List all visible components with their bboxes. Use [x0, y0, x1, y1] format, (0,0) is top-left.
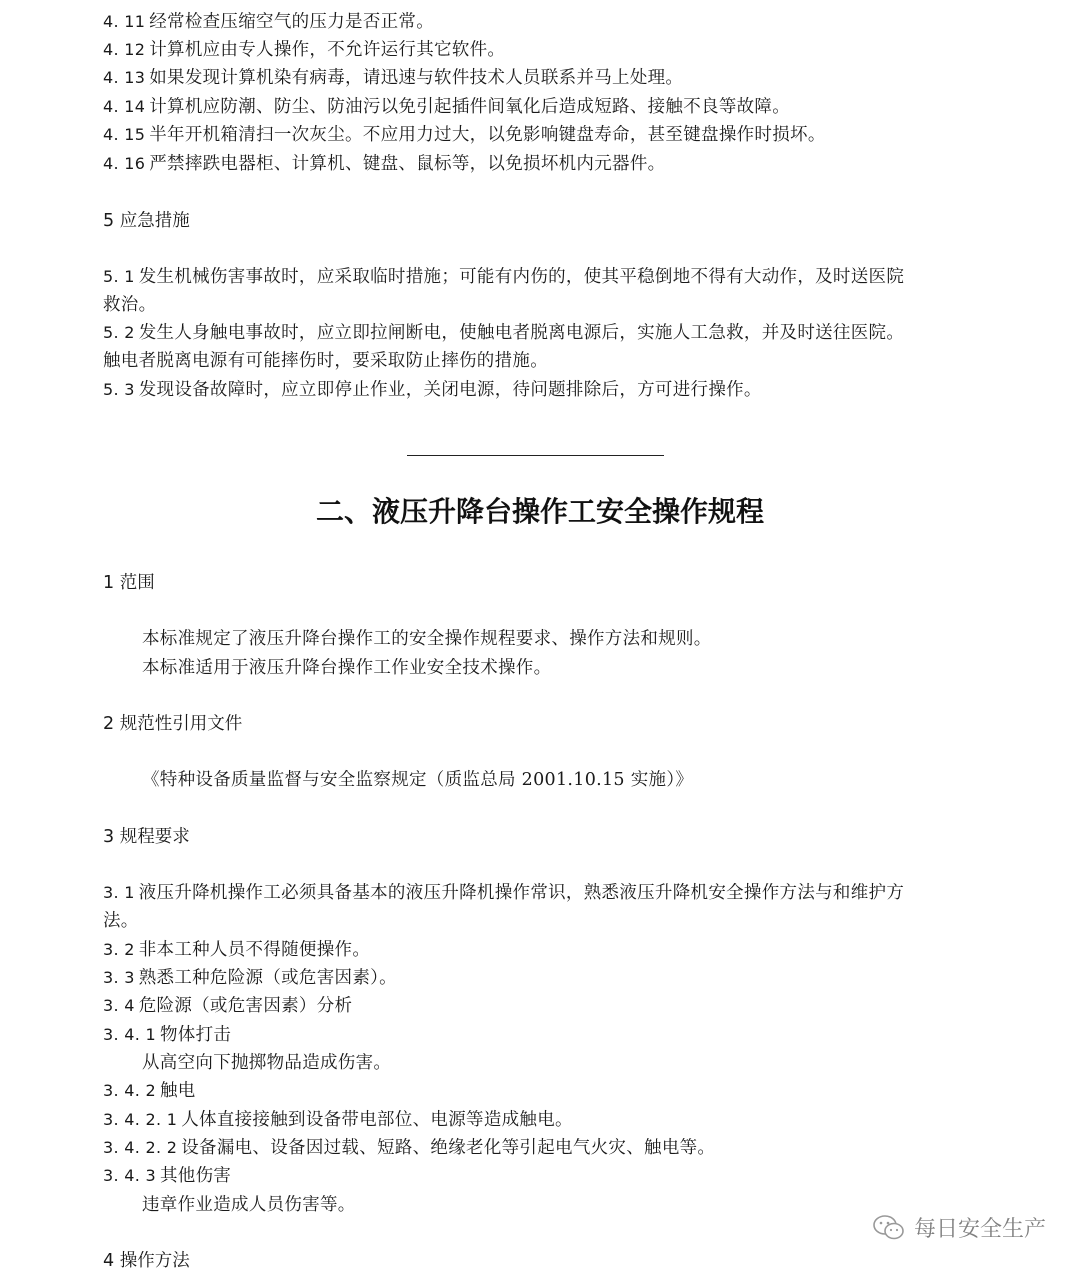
watermark	[872, 1212, 1046, 1243]
paragraph: 本标准规定了液压升降台操作工的安全操作规程要求、操作方法和规则。	[142, 629, 712, 649]
list-item: 4. 12 计算机应由专人操作，不允许运行其它软件。	[103, 40, 506, 60]
list-item: 4. 14 计算机应防潮、防尘、防油污以免引起插件间氧化后造成短路、接触不良等故障。	[103, 97, 791, 117]
section-heading-scope: 1 范围	[103, 573, 155, 593]
list-item: 4. 13 如果发现计算机染有病毒，请迅速与软件技术人员联系并马上处理。	[103, 68, 684, 88]
list-item: 3. 2 非本工种人员不得随便操作。	[103, 940, 371, 960]
list-item-detail: 违章作业造成人员伤害等。	[142, 1195, 356, 1215]
paragraph: 本标准适用于液压升降台操作工作业安全技术操作。	[142, 658, 552, 678]
section-divider	[407, 455, 664, 456]
list-item: 4. 16 严禁摔跌电器柜、计算机、键盘、鼠标等，以免损坏机内元器件。	[103, 154, 666, 174]
list-item: 4. 11 经常检查压缩空气的压力是否正常。	[103, 12, 435, 32]
list-item: 3. 4 危险源（或危害因素）分析	[103, 996, 353, 1016]
list-item-continuation: 触电者脱离电源有可能摔伤时，要采取防止摔伤的措施。	[103, 351, 548, 371]
list-item-continuation: 法。	[103, 911, 139, 931]
list-item: 3. 4. 2 触电	[103, 1081, 196, 1101]
list-item: 3. 4. 2. 2 设备漏电、设备因过载、短路、绝缘老化等引起电气火灾、触电等。	[103, 1138, 716, 1158]
list-item: 5. 1 发生机械伤害事故时，应采取临时措施；可能有内伤的，使其平稳倒地不得有大动作，及时送医院	[103, 267, 905, 287]
list-item: 3. 4. 2. 1 人体直接接触到设备带电部位、电源等造成触电。	[103, 1110, 573, 1130]
list-item: 3. 1 液压升降机操作工必须具备基本的液压升降机操作常识，熟悉液压升降机安全操作方法与和维护方	[103, 883, 905, 903]
section-heading-emergency: 5 应急措施	[103, 211, 190, 231]
reference-item: 《特种设备质量监督与安全监察规定（质监总局 2001.10.15 实施）》	[142, 770, 694, 790]
section-heading-operation: 4 操作方法	[103, 1251, 190, 1271]
list-item: 5. 3 发现设备故障时，应立即停止作业，关闭电源，待问题排除后，方可进行操作。	[103, 380, 762, 400]
section-heading-references: 2 规范性引用文件	[103, 714, 243, 734]
list-item: 5. 2 发生人身触电事故时，应立即拉闸断电，使触电者脱离电源后，实施人工急救，并及时送往医院。	[103, 323, 905, 343]
wechat-icon	[872, 1213, 906, 1243]
list-item-detail: 从高空向下抛掷物品造成伤害。	[142, 1053, 392, 1073]
section-heading-requirements: 3 规程要求	[103, 827, 190, 847]
list-item-continuation: 救治。	[103, 295, 157, 315]
watermark-text: 每日安全生产	[913, 1217, 1046, 1242]
list-item: 3. 3 熟悉工种危险源（或危害因素）。	[103, 968, 397, 988]
list-item: 4. 15 半年开机箱清扫一次灰尘。不应用力过大，以免影响键盘寿命，甚至键盘操作时损坏。	[103, 125, 826, 145]
list-item: 3. 4. 3 其他伤害	[103, 1166, 232, 1186]
list-item: 3. 4. 1 物体打击	[103, 1025, 232, 1045]
page-title: 二、液压升降台操作工安全操作规程	[315, 495, 764, 528]
